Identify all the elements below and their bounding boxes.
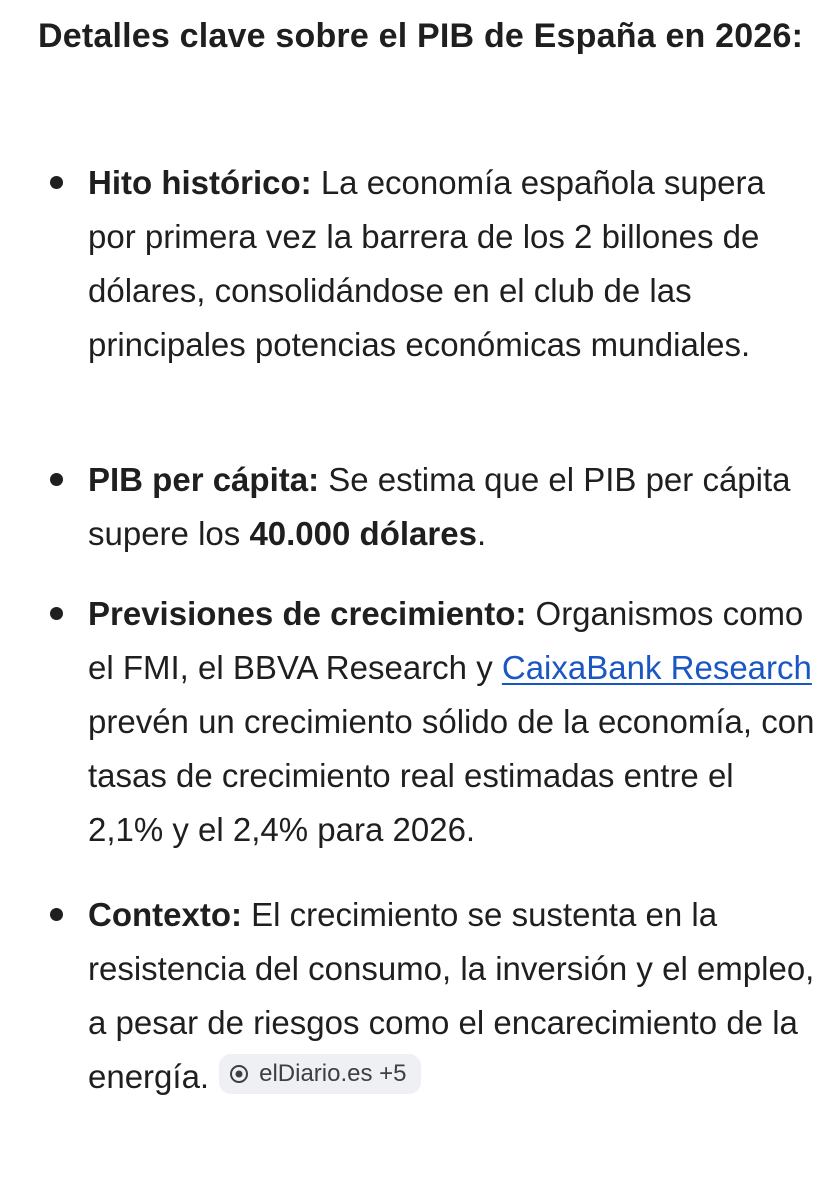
list-item-text: [88, 453, 818, 561]
list-item-hito: [38, 156, 818, 372]
list-item-text: [88, 156, 818, 372]
bullet-dot: [50, 908, 63, 921]
answer-content: [38, 8, 818, 64]
list-item-body: La economía española supera por primera vez la barrera de los 2 billones de dólares, consolidándose en el club de las principales potencias económicas mundiales.: [88, 164, 765, 363]
list-item-label: Contexto:: [88, 896, 242, 933]
list-item-text: [88, 587, 818, 857]
list-item-label: PIB per cápita:: [88, 461, 320, 498]
source-icon: [229, 1064, 249, 1084]
list-item-body-end: .: [476, 515, 487, 552]
list-item-last-word: energía.: [88, 1058, 210, 1095]
source-chip[interactable]: [219, 1054, 420, 1094]
list-item-body-end: prevén un crecimiento sólido de la economía, con tasas de crecimiento real estimadas entre el 2,1% y el 2,4% para 2026.: [88, 703, 815, 848]
list-item-label: Hito histórico:: [88, 164, 312, 201]
source-chip-label: elDiario.es +5: [259, 1060, 407, 1087]
list-item-contexto: [38, 888, 818, 1104]
section-heading: Detalles clave sobre el PIB de España en 2026:: [38, 17, 804, 55]
list-item-label: Previsiones de crecimiento:: [88, 595, 527, 632]
list-item-text: [88, 888, 818, 1104]
caixabank-research-link[interactable]: CaixaBank Research: [501, 649, 812, 686]
list-item-body: Organismos como el FMI, el BBVA Research y: [88, 595, 804, 686]
bullet-dot: [50, 176, 63, 189]
list-item-body: El crecimiento se sustenta en la resistencia del consumo, la inversión y el empleo, a pesar de riesgos como el encarecimiento de la: [88, 896, 815, 1041]
highlight-value: 40.000 dólares: [249, 515, 477, 552]
list-item-body: Se estima que el PIB per cápita supere los: [88, 461, 791, 552]
bullet-dot: [50, 473, 63, 486]
list-item-pib-per-capita: [38, 453, 818, 561]
bullet-dot: [50, 607, 63, 620]
list-item-previsiones: [38, 587, 818, 857]
